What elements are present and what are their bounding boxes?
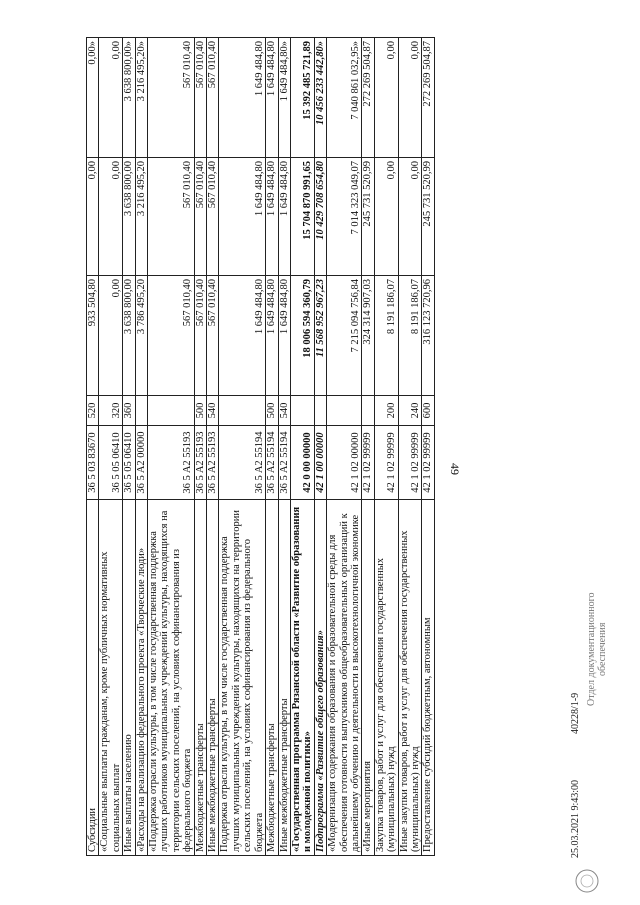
- row-value-2023: 15 392 485 721,89: [290, 38, 314, 158]
- row-value-2022: 0,00: [398, 158, 422, 276]
- footer-doc-id: 40228/1-9: [570, 692, 581, 734]
- row-name: «Иные мероприятия: [362, 500, 374, 856]
- row-name: Предоставление субсидий бюджетным, автономным: [422, 500, 434, 856]
- budget-table: [86, 37, 435, 856]
- row-name: «Социальные выплаты гражданам, кроме публичных нормативных социальных выплат: [99, 500, 123, 856]
- row-type: 240: [398, 396, 422, 426]
- row-value-2021: 11 568 952 967,23: [314, 276, 326, 396]
- row-code: 36 5 A2 55194: [278, 426, 290, 500]
- row-value-2022: 0,00: [87, 158, 99, 276]
- row-value-2021: 3 786 495,20: [135, 276, 147, 396]
- stamp-line-2: обеспечения: [597, 622, 608, 676]
- row-type: [314, 396, 326, 426]
- row-code: 36 5 05 06410: [123, 426, 135, 500]
- row-name: Иные выплаты населению: [123, 500, 135, 856]
- row-name: Подпрограмма «Развитие общего образования»: [314, 500, 326, 856]
- row-value-2021: 1 649 484,80: [278, 276, 290, 396]
- row-value-2021: 8 191 186,07: [398, 276, 422, 396]
- row-name: «Государственная программа Рязанской области «Развитие образования и молодежной политики»: [290, 500, 314, 856]
- row-code: 42 0 00 00000: [290, 426, 314, 500]
- row-code: 36 5 A2 55194: [266, 426, 278, 500]
- table-row: [87, 38, 99, 856]
- row-value-2022: 567 010,40: [207, 158, 219, 276]
- row-code: 36 5 03 83670: [87, 426, 99, 500]
- row-name: Субсидии: [87, 500, 99, 856]
- seal-icon: [574, 868, 600, 894]
- table-row: [207, 38, 219, 856]
- row-value-2021: 567 010,40: [194, 276, 206, 396]
- row-value-2023: 1 649 484,80: [266, 38, 278, 158]
- row-type: [135, 396, 147, 426]
- table-row: [327, 38, 362, 856]
- row-type: 500: [266, 396, 278, 426]
- row-type: 500: [194, 396, 206, 426]
- row-name: Иные межбюджетные трансферты: [278, 500, 290, 856]
- row-value-2023: 1 649 484,80: [219, 38, 266, 158]
- row-value-2022: 3 638 800,00: [123, 158, 135, 276]
- row-value-2023: 0,00»: [87, 38, 99, 158]
- row-value-2021: 324 314 907,03: [362, 276, 374, 396]
- row-value-2022: 7 014 323 049,07: [327, 158, 362, 276]
- table-row: [266, 38, 278, 856]
- row-value-2022: 567 010,40: [148, 158, 195, 276]
- row-code: 42 1 02 99999: [398, 426, 422, 500]
- row-value-2022: 245 731 520,99: [362, 158, 374, 276]
- table-row: [135, 38, 147, 856]
- row-value-2023: 3 638 800,00»: [123, 38, 135, 158]
- row-value-2023: 0,00: [398, 38, 422, 158]
- row-value-2021: 18 006 594 360,79: [290, 276, 314, 396]
- row-value-2021: 1 649 484,80: [219, 276, 266, 396]
- footer: [570, 647, 581, 858]
- row-name: «Расходы на реализацию федерального проекта «Творческие люди»: [135, 500, 147, 856]
- row-value-2022: 1 649 484,80: [266, 158, 278, 276]
- row-value-2022: 245 731 520,99: [422, 158, 434, 276]
- row-name: «Поддержка отрасли культуры, в том числе государственная поддержка лучших работников муниципальных учреждений культуры, находящихся на территории сельских поселений, на условиях софинансирования из федерального бюджета: [148, 500, 195, 856]
- row-name: Поддержка отрасли культуры, в том числе государственная поддержка лучших муниципальных учреждений культуры, находящихся на территории сельских поселений, на условиях софинансирования из федерального бюджета: [219, 500, 266, 856]
- row-name: Межбюджетные трансферты: [194, 500, 206, 856]
- row-value-2023: 1 649 484,80»: [278, 38, 290, 158]
- row-type: 540: [278, 396, 290, 426]
- stamp-line-1: Отдел документационного: [586, 592, 597, 706]
- row-value-2022: 10 429 708 654,80: [314, 158, 326, 276]
- row-value-2022: 1 649 484,80: [219, 158, 266, 276]
- row-value-2021: 7 215 094 756,84: [327, 276, 362, 396]
- row-name: Межбюджетные трансферты: [266, 500, 278, 856]
- row-value-2022: 1 649 484,80: [278, 158, 290, 276]
- row-code: 36 5 A2 55193: [207, 426, 219, 500]
- row-code: 36 5 A2 00000: [135, 426, 147, 500]
- table-row: [398, 38, 422, 856]
- row-type: [219, 396, 266, 426]
- page-number: 49: [448, 463, 462, 475]
- row-type: [327, 396, 362, 426]
- row-value-2023: 10 456 233 442,80»: [314, 38, 326, 158]
- row-value-2022: 0,00: [99, 158, 123, 276]
- table-row: [362, 38, 374, 856]
- table-row: [99, 38, 123, 856]
- row-code: 42 1 02 99999: [374, 426, 398, 500]
- row-code: 36 5 A2 55193: [148, 426, 195, 500]
- footer-date: 25.03.2021 9:43:00: [570, 779, 581, 858]
- row-value-2023: 567 010,40: [207, 38, 219, 158]
- row-value-2023: 567 010,40: [194, 38, 206, 158]
- row-value-2021: 933 504,80: [87, 276, 99, 396]
- row-value-2021: 567 010,40: [148, 276, 195, 396]
- row-value-2022: 3 216 495,20: [135, 158, 147, 276]
- row-type: 320: [99, 396, 123, 426]
- table-row: [374, 38, 398, 856]
- row-type: 540: [207, 396, 219, 426]
- row-code: 42 1 02 00000: [327, 426, 362, 500]
- row-value-2021: 567 010,40: [207, 276, 219, 396]
- table-row: [194, 38, 206, 856]
- row-value-2021: 316 123 720,96: [422, 276, 434, 396]
- row-type: [290, 396, 314, 426]
- table-row: [148, 38, 195, 856]
- table-row: [314, 38, 326, 856]
- row-value-2023: 567 010,40: [148, 38, 195, 158]
- row-value-2022: 15 704 870 991,65: [290, 158, 314, 276]
- row-type: 360: [123, 396, 135, 426]
- row-value-2022: 0,00: [374, 158, 398, 276]
- row-type: [362, 396, 374, 426]
- row-value-2023: 272 269 504,87: [362, 38, 374, 158]
- row-code: 42 1 02 99999: [422, 426, 434, 500]
- row-name: Иные межбюджетные трансферты: [207, 500, 219, 856]
- row-value-2023: 3 216 495,20»: [135, 38, 147, 158]
- row-code: 36 5 A2 55194: [219, 426, 266, 500]
- table-row: [422, 38, 434, 856]
- row-value-2023: 7 040 861 032,95»: [327, 38, 362, 158]
- row-value-2023: 272 269 504,87: [422, 38, 434, 158]
- row-value-2021: 0,00: [99, 276, 123, 396]
- budget-table-wrapper: [86, 38, 435, 856]
- row-code: 42 1 02 99999: [362, 426, 374, 500]
- row-code: 42 1 00 00000: [314, 426, 326, 500]
- row-value-2023: 0,00: [374, 38, 398, 158]
- table-row: [278, 38, 290, 856]
- row-value-2021: 3 638 800,00: [123, 276, 135, 396]
- row-type: 200: [374, 396, 398, 426]
- row-code: 36 5 A2 55193: [194, 426, 206, 500]
- table-row: [290, 38, 314, 856]
- row-name: Иные закупки товаров, работ и услуг для обеспечения государственных (муниципальных) нужд: [398, 500, 422, 856]
- row-value-2021: 8 191 186,07: [374, 276, 398, 396]
- stamp-text: [586, 593, 608, 706]
- row-type: 600: [422, 396, 434, 426]
- row-type: [148, 396, 195, 426]
- row-value-2021: 1 649 484,80: [266, 276, 278, 396]
- table-row: [123, 38, 135, 856]
- row-code: 36 5 05 06410: [99, 426, 123, 500]
- table-row: [219, 38, 266, 856]
- row-value-2022: 567 010,40: [194, 158, 206, 276]
- row-value-2023: 0,00: [99, 38, 123, 158]
- row-name: Закупка товаров, работ и услуг для обеспечения государственных (муниципальных) нужд: [374, 500, 398, 856]
- row-type: 520: [87, 396, 99, 426]
- row-name: «Модернизация содержания образования и образовательной среды для обеспечения готовности выпускников общеобразовательных организаций к дальнейшему обучению и деятельности в высокотехнологичной экономике: [327, 500, 362, 856]
